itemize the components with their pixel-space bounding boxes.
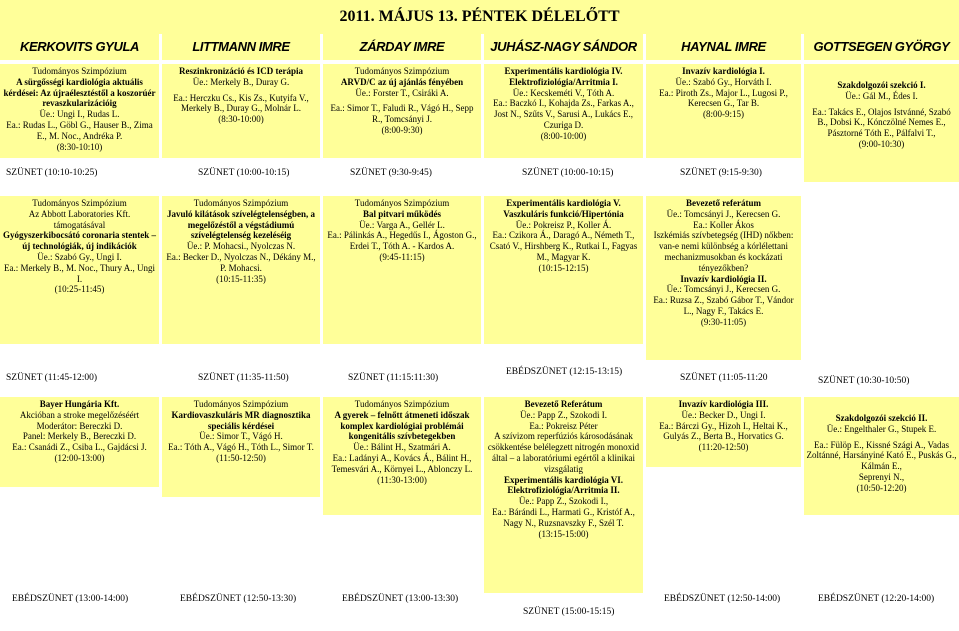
session-chairs: Üe.: P. Mohacsi., Nyolczas N. bbox=[186, 241, 296, 252]
hall-header-juhasz-nagy: JUHÁSZ-NAGY SÁNDOR bbox=[484, 34, 643, 60]
session-speakers: Ea.: Bárczi Gy., Hizoh I., Heltai K., Gulyás Z., Berta B., Horvatics G. bbox=[659, 420, 788, 442]
session-chairs: Üe.: Szabó Gy., Ungi I. bbox=[37, 251, 122, 262]
session-chairs: Üe.: Varga A., Gellér L. bbox=[359, 219, 445, 230]
session-chairs: Üe.: Kecskeméti V., Tóth A. bbox=[512, 87, 615, 98]
session-speakers: Ea.: Baczkó I., Kohajda Zs., Farkas A., Jost N., Szűts V., Sarusi A., Lukács E., Czuriga D. bbox=[493, 98, 634, 130]
session-chairs: Üe.: Simor T., Vágó H. bbox=[199, 431, 283, 442]
session-speakers: Ea.: Pokreisz Péter bbox=[529, 420, 598, 431]
session-chairs: Üe.: Tomcsányi J., Kerecsen G. bbox=[666, 284, 781, 295]
session-type: Tudományos Szimpózium bbox=[193, 399, 289, 409]
session-time: (8:00-9:30) bbox=[381, 124, 423, 135]
session-type: Tudományos Szimpózium bbox=[354, 66, 450, 76]
session-chairs: Üe.: Tomcsányi J., Kerecsen G. bbox=[666, 208, 781, 219]
session-speakers: Ea.: Herczku Cs., Kis Zs., Kutyifa V., Merkely B., Duray G., Molnár L. bbox=[173, 92, 309, 114]
hall-header-gottsegen: GOTTSEGEN GYÖRGY bbox=[804, 34, 959, 60]
session-chairs: Üe.: Szabó Gy., Horváth I. bbox=[675, 76, 772, 87]
lecture-title: A szívizom reperfúziós károsodásának csökkentése belélegzett nitrogén monoxid által – a laboratóriumi egértől a klinikai vizsgálatig bbox=[487, 431, 640, 474]
session-title: Experimentális kardiológia VI. Elektrofiziológia/Arritmia II. bbox=[503, 474, 624, 496]
session-time: (11:50-12:50) bbox=[216, 452, 266, 463]
session-speakers: Ea.: Simor T., Faludi R., Vágó H., Sepp R., Tomcsányi J. bbox=[330, 103, 474, 125]
session-type: Tudományos Szimpózium bbox=[193, 198, 289, 208]
break-label: EBÉDSZÜNET (13:00-13:30) bbox=[342, 594, 459, 604]
session-type: Tudományos Szimpózium bbox=[32, 66, 127, 76]
session-speakers: Ea.: Fülöp E., Kissné Szági A., Vadas Zoltánné, Harsányiné Kató E., Puskás G., Kálmán E., bbox=[806, 439, 957, 472]
session-speakers: Ea.: Czikora Á., Daragó A., Németh T., Csató V., Hirshberg K., Rutkai I., Fagyas M., Magyar K. bbox=[489, 230, 638, 262]
session-title: Akcióban a stroke megelőzéséért bbox=[19, 409, 140, 420]
session-block bbox=[646, 397, 801, 467]
break-label: SZÜNET (15:00-15:15) bbox=[523, 607, 615, 617]
session-block bbox=[162, 397, 320, 497]
session-block bbox=[0, 196, 159, 344]
session-speakers: Ea.: Ladányi A., Kovács Á., Bálint H., Temesvári A., Környei L., Ablonczy L. bbox=[331, 452, 473, 474]
session-time: (13:15-15:00) bbox=[538, 528, 589, 539]
session-title: Szakdolgozói szekció I. bbox=[837, 80, 926, 90]
session-title: Gyógyszerkibocsátó coronaria stentek – új technológiák, új indikációk bbox=[2, 230, 157, 252]
session-time: (11:30-13:00) bbox=[377, 474, 427, 485]
session-speakers: Ea.: Takács E., Olajos Istvánné, Szabó B., Dobsi K., Kónczölné Nemes E., Pásztorné Tóth E., Pálfalvi T., bbox=[812, 106, 951, 139]
session-title: Bevezető Referátum bbox=[524, 399, 603, 409]
hall-header-zarday: ZÁRDAY IMRE bbox=[323, 34, 481, 60]
break-label: SZÜNET (10:30-10:50) bbox=[818, 376, 910, 386]
session-chairs: Üe.: Forster T., Csiráki A. bbox=[355, 87, 449, 98]
session-block bbox=[646, 196, 801, 360]
session-time: (10:25-11:45) bbox=[54, 284, 105, 295]
session-chairs: Üe.: Bálint H., Szatmári A. bbox=[353, 442, 451, 453]
session-block bbox=[484, 64, 643, 158]
session-chairs: Üe.: Pokreisz P., Koller Á. bbox=[515, 219, 612, 230]
break-label: SZÜNET (9:30-9:45) bbox=[350, 168, 432, 178]
session-type: Tudományos Szimpózium bbox=[354, 399, 450, 409]
hall-header-haynal: HAYNAL IMRE bbox=[646, 34, 801, 60]
session-speakers: Ea.: Koller Ákos bbox=[693, 219, 754, 230]
session-title: Szakdolgozói szekció II. bbox=[835, 413, 928, 423]
session-block bbox=[484, 397, 643, 593]
session-title: Reszinkronizáció és ICD terápia bbox=[178, 66, 304, 76]
session-title: Invazív kardiológia III. bbox=[678, 399, 769, 409]
session-title: ARVD/C az új ajánlás fényében bbox=[340, 76, 464, 87]
session-time: (11:20-12:50) bbox=[698, 442, 749, 453]
session-title: Experimentális kardiológia IV. Elektrofiziológia/Arritmia I. bbox=[504, 66, 623, 87]
session-chairs: Üe.: Ungi I., Rudas L. bbox=[39, 109, 120, 120]
session-type: Tudományos Szimpózium bbox=[32, 198, 127, 208]
session-speakers: Ea.: Csanádi Z., Csiba L., Gajdácsi J. bbox=[12, 442, 147, 453]
sponsor-note: támogatásával bbox=[53, 219, 106, 230]
session-block bbox=[323, 64, 481, 158]
session-block bbox=[323, 397, 481, 515]
hall-header-littmann: LITTMANN IMRE bbox=[162, 34, 320, 60]
session-panel: Panel: Merkely B., Bereczki D. bbox=[22, 431, 137, 442]
session-title: A gyerek – felnőtt átmeneti időszak komplex kardiológiai problémái kongenitális szívbetegekben bbox=[334, 409, 470, 442]
session-title: Experimentális kardiológia V. Vaszkuláris funkció/Hipertónia bbox=[503, 198, 624, 219]
session-time: (12:00-13:00) bbox=[54, 452, 105, 463]
session-title: Kardiovaszkuláris MR diagnosztika speciális kérdései bbox=[171, 409, 311, 431]
session-time: (10:50-12:20) bbox=[856, 482, 907, 493]
session-block bbox=[0, 64, 159, 158]
break-label: EBÉDSZÜNET (12:50-14:00) bbox=[664, 594, 781, 604]
session-title: Javuló kilátások szívelégtelenségben, a megelőzéstől a végstádiumú szívelégtelenség kezeléséig bbox=[167, 208, 315, 241]
session-chairs: Üe.: Merkely B., Duray G. bbox=[192, 76, 290, 87]
session-title: Bevezető referátum bbox=[685, 198, 762, 208]
hall-header-kerkovits: KERKOVITS GYULA bbox=[0, 34, 159, 60]
break-label: EBÉDSZÜNET (12:15-13:15) bbox=[506, 367, 623, 377]
session-time: (8:30-10:00) bbox=[218, 114, 264, 125]
session-chairs: Üe.: Engelthaler G., Stupek E. bbox=[826, 423, 937, 434]
session-title: A sürgősségi kardiológia aktuális kérdései: Az újraélesztéstől a koszorúér revaszkularizációig bbox=[3, 76, 156, 109]
session-block bbox=[646, 64, 801, 158]
session-time: (10:15-11:35) bbox=[216, 273, 266, 284]
session-speakers: Ea.: Merkely B., M. Noc., Thury A., Ungi I. bbox=[3, 262, 156, 284]
session-block bbox=[323, 196, 481, 344]
sponsor: Bayer Hungária Kft. bbox=[39, 399, 120, 409]
session-speakers: Ea.: Rudas L., Göbl G., Hauser B., Zima E., M. Noc., Andréka P. bbox=[6, 119, 153, 141]
session-speakers: Ea.: Pálinkás A., Hegedűs I., Ágoston G., Erdei T., Tóth A. - Kardos A. bbox=[327, 230, 477, 252]
session-speakers: Ea.: Ruzsa Z., Szabó Gábor T., Vándor L., Nagy F., Takács E. bbox=[653, 295, 794, 316]
break-label: SZÜNET (11:35-11:50) bbox=[198, 373, 289, 383]
break-label: EBÉDSZÜNET (13:00-14:00) bbox=[12, 594, 129, 604]
break-label: EBÉDSZÜNET (12:20-14:00) bbox=[818, 594, 935, 604]
session-block bbox=[162, 64, 320, 158]
session-time: (8:30-10:10) bbox=[56, 141, 103, 152]
session-chairs: Üe.: Papp Z., Szokodi I. bbox=[520, 409, 607, 420]
break-label: SZÜNET (11:45-12:00) bbox=[6, 373, 98, 383]
break-label: SZÜNET (11:15:11:30) bbox=[348, 373, 439, 383]
lecture-title: Iszkémiás szívbetegség (IHD) nőkben: van-e nemi különbség a kórlélettani mechanizmusokban és kockázati tényezőkben? bbox=[653, 230, 794, 273]
break-label: SZÜNET (10:00-10:15) bbox=[522, 168, 614, 178]
session-time: (8:00-9:15) bbox=[703, 109, 744, 120]
sponsor: Az Abbott Laboratories Kft. bbox=[28, 208, 131, 219]
break-label: SZÜNET (11:05-11:20 bbox=[680, 373, 768, 383]
session-speakers: Ea.: Bárándi L., Harmati G., Kristóf A., Nagy N., Ruzsnavszky F., Szél T. bbox=[492, 506, 635, 528]
session-chairs: Üe.: Papp Z., Szokodi I., bbox=[518, 496, 609, 507]
session-block bbox=[162, 196, 320, 344]
session-block bbox=[804, 397, 959, 515]
session-speakers: Ea.: Tóth A., Vágó H., Tóth L., Simor T. bbox=[168, 442, 314, 453]
session-speakers: Ea.: Becker D., Nyolczas N., Dékány M., P. Mohacsi. bbox=[166, 251, 316, 273]
session-time: (9:30-11:05) bbox=[700, 316, 747, 327]
break-label: EBÉDSZÜNET (12:50-13:30) bbox=[180, 594, 297, 604]
session-time: (9:45-11:15) bbox=[379, 251, 425, 262]
session-moderator: Moderátor: Bereczki D. bbox=[36, 420, 123, 431]
session-type: Tudományos Szimpózium bbox=[354, 198, 450, 208]
session-time: (9:00-10:30) bbox=[858, 138, 905, 149]
session-block bbox=[0, 397, 159, 487]
break-label: SZÜNET (10:10-10:25) bbox=[6, 168, 98, 178]
session-title: Bal pitvari működés bbox=[362, 208, 441, 219]
session-speakers: Ea.: Piroth Zs., Major L., Lugosi P., Kerecsen G., Tar B. bbox=[659, 87, 788, 109]
session-chairs: Üe.: Gál M., Édes I. bbox=[845, 90, 918, 101]
break-label: SZÜNET (9:15-9:30) bbox=[680, 168, 762, 178]
session-speakers: Seprenyi N., bbox=[858, 471, 905, 482]
session-block bbox=[484, 196, 643, 344]
break-label: SZÜNET (10:00-10:15) bbox=[198, 168, 290, 178]
session-time: (8:00-10:00) bbox=[540, 130, 587, 141]
session-title: Invazív kardiológia II. bbox=[680, 273, 767, 284]
page-title: 2011. MÁJUS 13. PÉNTEK DÉLELŐTT bbox=[0, 0, 959, 34]
session-chairs: Üe.: Becker D., Ungi I. bbox=[681, 409, 766, 420]
session-time: (10:15-12:15) bbox=[538, 262, 589, 273]
session-block bbox=[804, 64, 959, 182]
session-title: Invazív kardiológia I. bbox=[682, 66, 765, 76]
